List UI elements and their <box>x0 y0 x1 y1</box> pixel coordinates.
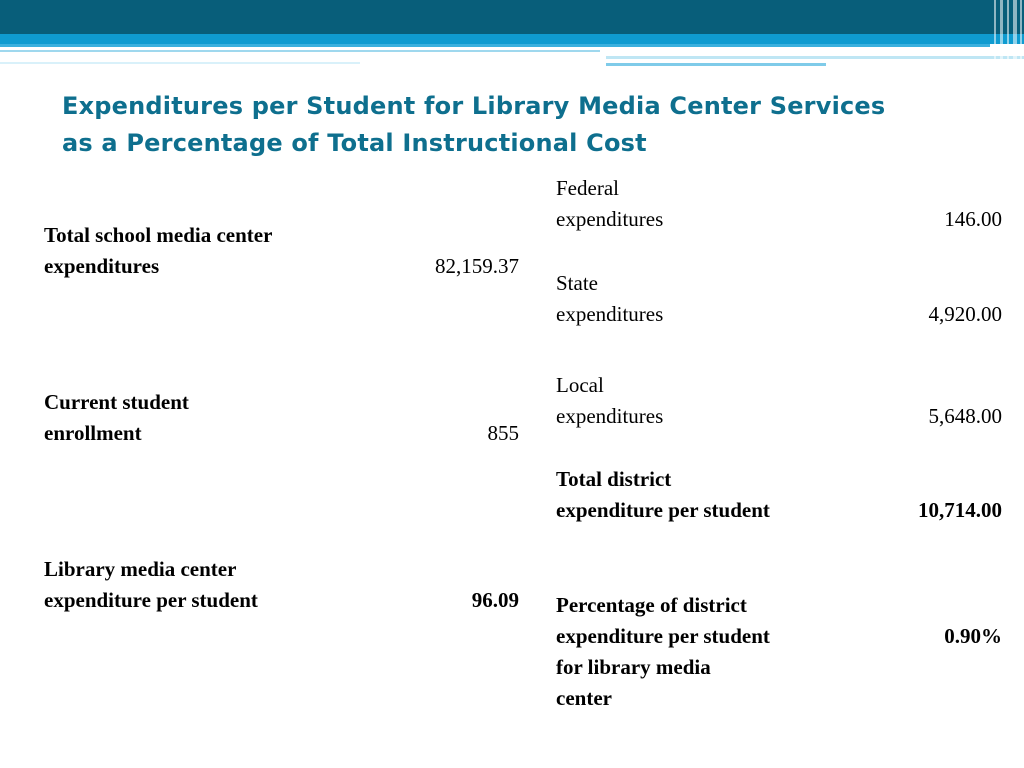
left-row-3-label <box>44 554 344 616</box>
left-row-3-value: 96.09 <box>471 588 519 612</box>
left-row-1-label <box>44 220 344 282</box>
right-row-3-label-line-1: Local <box>556 373 604 397</box>
right-row-5-label-line-4: center <box>556 686 612 710</box>
banner-band-faint <box>0 62 360 64</box>
right-row-2-label <box>556 268 826 330</box>
right-row-3-label <box>556 370 826 432</box>
header-banner <box>0 0 1024 70</box>
right-row-4-label-line-2: expenditure per student <box>556 498 770 522</box>
slide-title-line-2: as a Percentage of Total Instructional Cost <box>62 129 647 157</box>
right-row-1-label-line-2: expenditures <box>556 207 664 231</box>
left-row-1-label-line-1: Total school media center <box>44 223 273 247</box>
right-row-2-label-line-1: State <box>556 271 598 295</box>
banner-vertical-stripes <box>990 0 1024 70</box>
left-row-2-label-line-1: Current student <box>44 390 189 414</box>
right-row-1-label <box>556 173 826 235</box>
right-row-5-value: 0.90% <box>944 624 1002 648</box>
right-row-3-value: 5,648.00 <box>928 404 1002 428</box>
left-row-2-value: 855 <box>487 421 519 445</box>
right-row-4-label-line-1: Total district <box>556 467 672 491</box>
right-row-2-label-line-2: expenditures <box>556 302 664 326</box>
right-row-4-value: 10,714.00 <box>918 498 1002 522</box>
banner-band-pale <box>606 56 1024 59</box>
right-row-1-label-line-1: Federal <box>556 176 619 200</box>
slide-title <box>62 88 982 162</box>
banner-band-dark <box>0 0 1024 34</box>
banner-band-accent <box>606 63 826 66</box>
left-row-3-label-line-1: Library media center <box>44 557 237 581</box>
right-row-4-label <box>556 464 826 526</box>
right-row-1-value: 146.00 <box>944 207 1002 231</box>
left-row-1-label-line-2: expenditures <box>44 254 160 278</box>
slide-title-line-1: Expenditures per Student for Library Media Center Services <box>62 92 886 120</box>
right-row-2-value: 4,920.00 <box>928 302 1002 326</box>
banner-band-bright <box>0 34 1024 44</box>
right-row-5-label <box>556 590 826 714</box>
right-row-3-label-line-2: expenditures <box>556 404 664 428</box>
right-row-5-label-line-3: for library media <box>556 655 711 679</box>
banner-band-thin <box>0 50 600 52</box>
left-row-1-value: 82,159.37 <box>435 254 519 278</box>
left-row-2-label <box>44 387 344 449</box>
banner-band-line <box>0 44 990 47</box>
right-row-5-label-line-1: Percentage of district <box>556 593 747 617</box>
right-row-5-label-line-2: expenditure per student <box>556 624 770 648</box>
left-row-3-label-line-2: expenditure per student <box>44 588 258 612</box>
left-row-2-label-line-2: enrollment <box>44 421 142 445</box>
